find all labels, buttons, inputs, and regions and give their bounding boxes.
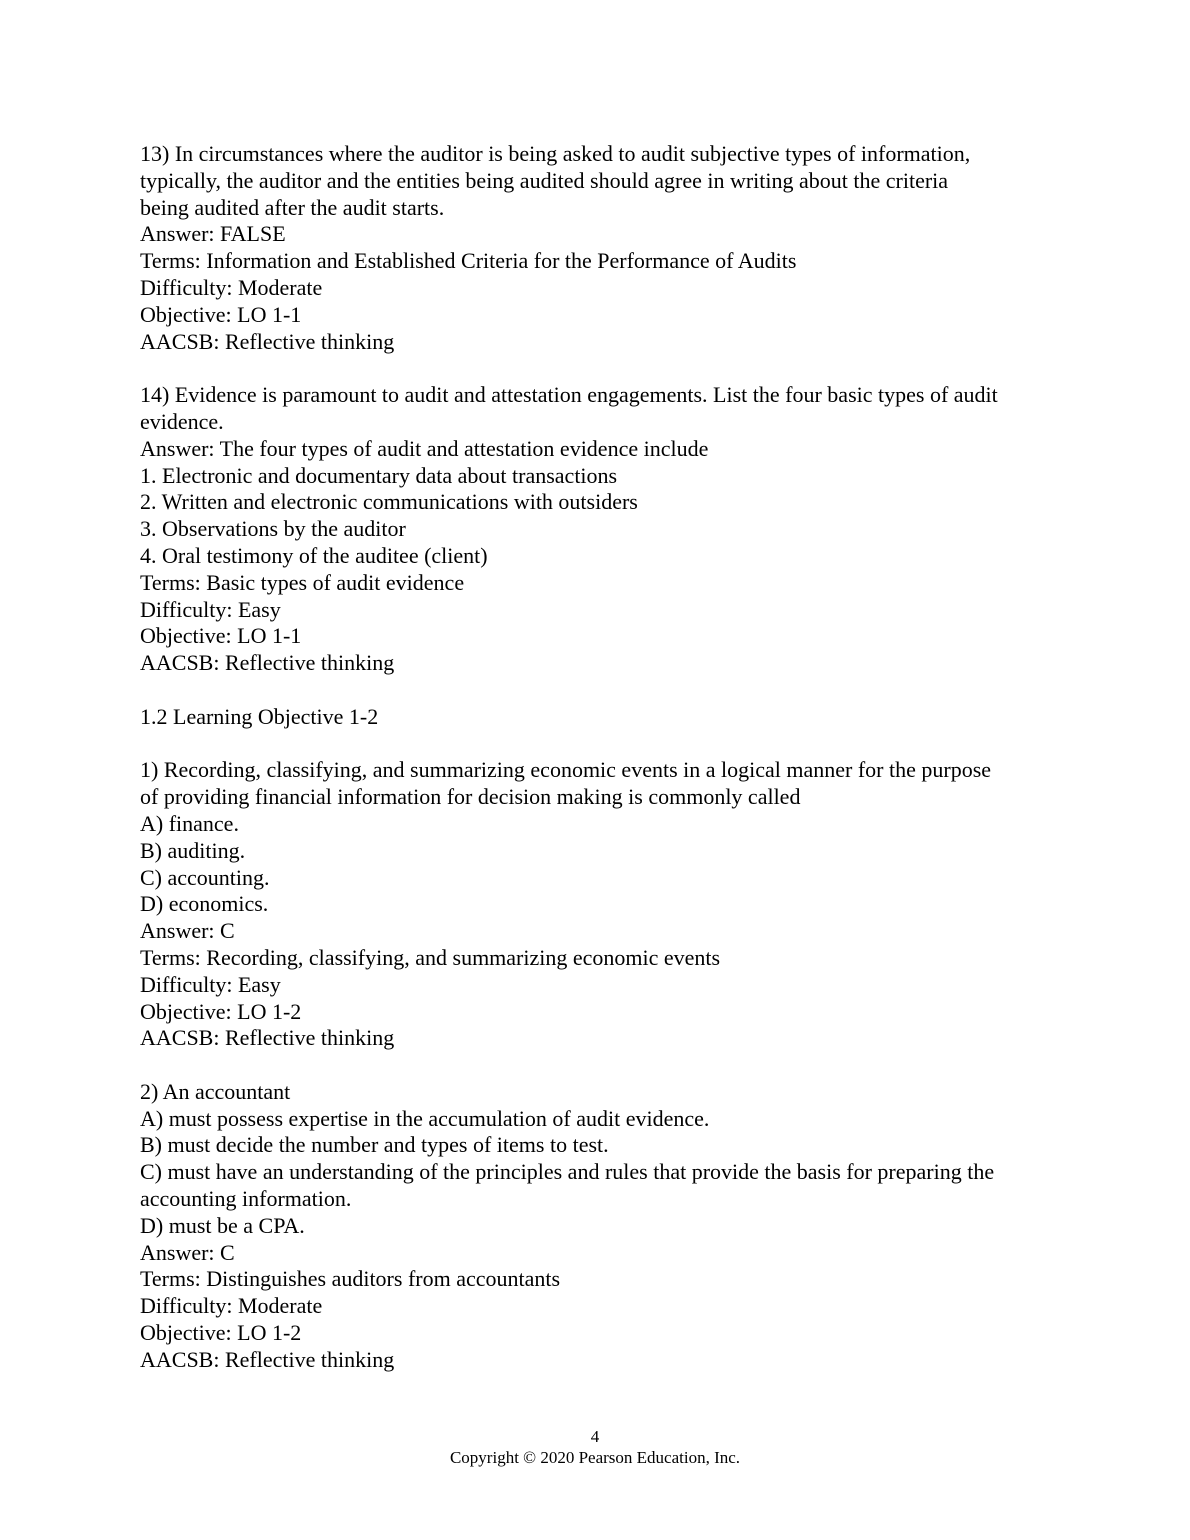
answer-line: Answer: The four types of audit and attestation evidence include: [140, 435, 709, 461]
terms-line: Terms: Recording, classifying, and summarizing economic events: [140, 944, 721, 970]
spacer: [140, 355, 1060, 382]
answer-option: B) must decide the number and types of items to test.: [140, 1132, 609, 1158]
copyright-notice: Copyright © 2020 Pearson Education, Inc.: [449, 1448, 741, 1467]
answer-item: 4. Oral testimony of the auditee (client): [140, 542, 488, 568]
answer-option: A) finance.: [140, 810, 239, 836]
answer-option: B) auditing.: [140, 837, 246, 863]
question-stem: being audited after the audit starts.: [140, 194, 445, 220]
section-heading: 1.2 Learning Objective 1-2: [140, 703, 379, 729]
spacer: [140, 731, 1060, 758]
question-1: [140, 757, 1060, 1052]
spacer: [140, 1052, 1060, 1079]
question-14: [140, 382, 1060, 677]
question-stem: evidence.: [140, 408, 224, 434]
question-stem: 1) Recording, classifying, and summarizing economic events in a logical manner for the purpose: [140, 757, 992, 783]
difficulty-line: Difficulty: Moderate: [140, 274, 323, 300]
question-2: [140, 1079, 1060, 1374]
difficulty-line: Difficulty: Easy: [140, 596, 281, 622]
answer-option: D) must be a CPA.: [140, 1212, 305, 1238]
page-number: 4: [590, 1427, 600, 1446]
question-stem: of providing financial information for decision making is commonly called: [140, 784, 801, 810]
aacsb-line: AACSB: Reflective thinking: [140, 1025, 395, 1051]
question-stem: 2) An accountant: [140, 1078, 291, 1104]
terms-line: Terms: Information and Established Criteria for the Performance of Audits: [140, 248, 797, 274]
spacer: [140, 677, 1060, 704]
question-stem: 13) In circumstances where the auditor is being asked to audit subjective types of information,: [140, 141, 971, 166]
answer-option: accounting information.: [140, 1186, 352, 1212]
answer-option: C) accounting.: [140, 864, 270, 890]
objective-line: Objective: LO 1-2: [140, 1320, 302, 1346]
objective-line: Objective: LO 1-2: [140, 998, 302, 1024]
question-stem: 14) Evidence is paramount to audit and attestation engagements. List the four basic types of audit: [140, 382, 998, 408]
answer-line: Answer: C: [140, 1239, 235, 1265]
objective-line: Objective: LO 1-1: [140, 623, 302, 649]
answer-line: Answer: FALSE: [140, 221, 286, 247]
answer-item: 2. Written and electronic communications with outsiders: [140, 489, 638, 515]
answer-item: 1. Electronic and documentary data about transactions: [140, 462, 618, 488]
aacsb-line: AACSB: Reflective thinking: [140, 1346, 395, 1372]
difficulty-line: Difficulty: Moderate: [140, 1293, 323, 1319]
page-footer: [0, 1426, 1190, 1468]
answer-option: C) must have an understanding of the principles and rules that provide the basis for preparing the: [140, 1159, 995, 1185]
answer-option: A) must possess expertise in the accumulation of audit evidence.: [140, 1105, 710, 1131]
aacsb-line: AACSB: Reflective thinking: [140, 328, 395, 354]
question-13: [140, 141, 1060, 355]
answer-item: 3. Observations by the auditor: [140, 516, 406, 542]
aacsb-line: AACSB: Reflective thinking: [140, 650, 395, 676]
terms-line: Terms: Distinguishes auditors from accountants: [140, 1266, 561, 1292]
question-stem: typically, the auditor and the entities being audited should agree in writing about the criteria: [140, 167, 949, 193]
objective-line: Objective: LO 1-1: [140, 301, 302, 327]
difficulty-line: Difficulty: Easy: [140, 971, 281, 997]
terms-line: Terms: Basic types of audit evidence: [140, 569, 465, 595]
document-body: [140, 141, 1060, 1374]
answer-line: Answer: C: [140, 918, 235, 944]
answer-option: D) economics.: [140, 891, 269, 917]
